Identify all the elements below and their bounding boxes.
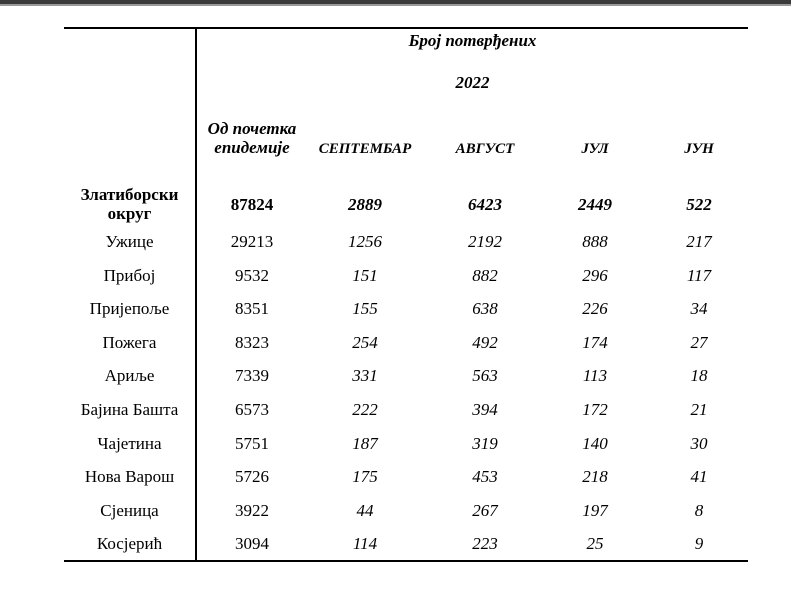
table-cell-july: 140 xyxy=(582,434,608,453)
table-cell-since-start: 5726 xyxy=(235,467,269,486)
table-row-label: Ариље xyxy=(104,366,155,385)
table-cell-since-start: 3094 xyxy=(235,534,269,553)
table-cell-september: 1256 xyxy=(348,232,382,251)
table-cell-since-start: 7339 xyxy=(235,366,269,385)
column-header-july: ЈУЛ xyxy=(581,141,609,157)
table-cell-september: 114 xyxy=(352,534,378,553)
table-cell-august: 638 xyxy=(472,299,498,318)
table-cell-july: 197 xyxy=(582,501,608,520)
table-cell-august: 882 xyxy=(472,266,498,285)
table-cell-july: 174 xyxy=(582,333,608,352)
table-cell-august: 267 xyxy=(472,501,498,520)
table-cell-since-start: 6573 xyxy=(235,400,269,419)
table-cell-september: 254 xyxy=(352,333,378,352)
total-july: 2449 xyxy=(578,195,612,214)
table-cell-june: 9 xyxy=(694,534,704,553)
table-cell-september: 175 xyxy=(352,467,378,486)
table-cell-june: 217 xyxy=(686,232,712,251)
table-cell-july: 25 xyxy=(586,534,604,553)
table-cell-july: 226 xyxy=(582,299,608,318)
table-row-label: Сјеница xyxy=(100,501,159,520)
table-cell-june: 21 xyxy=(690,400,708,419)
column-header-since-start: Од почетка епидемије xyxy=(207,119,297,157)
total-september: 2889 xyxy=(348,195,382,214)
table-cell-june: 34 xyxy=(690,299,708,318)
table-cell-august: 2192 xyxy=(468,232,502,251)
table-cell-since-start: 8323 xyxy=(235,333,269,352)
table-cell-august: 563 xyxy=(472,366,498,385)
table-row-label: Чајетина xyxy=(97,434,162,453)
table-cell-july: 218 xyxy=(582,467,608,486)
table-cell-since-start: 29213 xyxy=(230,232,274,251)
column-header-september: СЕПТЕМБАР xyxy=(318,141,412,157)
total-since-start: 87824 xyxy=(230,195,274,214)
total-june: 522 xyxy=(686,195,712,214)
table-cell-june: 8 xyxy=(694,501,704,520)
table-cell-august: 492 xyxy=(472,333,498,352)
table-cell-since-start: 8351 xyxy=(235,299,269,318)
table-cell-june: 117 xyxy=(686,266,712,285)
row-label-district-total: Златиборски округ xyxy=(80,185,179,223)
table-cell-september: 44 xyxy=(356,501,374,520)
column-header-august: АВГУСТ xyxy=(455,141,515,157)
table-cell-september: 331 xyxy=(352,366,378,385)
table-cell-june: 18 xyxy=(690,366,708,385)
table-cell-july: 888 xyxy=(582,232,608,251)
group-title: Број потврђених xyxy=(408,31,537,50)
table-cell-june: 30 xyxy=(690,434,708,453)
table-cell-since-start: 9532 xyxy=(235,266,269,285)
table-row-label: Косјерић xyxy=(96,534,163,553)
table-cell-august: 394 xyxy=(472,400,498,419)
table-cell-august: 319 xyxy=(472,434,498,453)
table-cell-august: 223 xyxy=(472,534,498,553)
table-bottom-rule xyxy=(64,560,748,562)
table-cell-september: 151 xyxy=(352,266,378,285)
table-cell-since-start: 3922 xyxy=(235,501,269,520)
table-cell-september: 222 xyxy=(352,400,378,419)
table-cell-june: 41 xyxy=(690,467,708,486)
table-cell-since-start: 5751 xyxy=(235,434,269,453)
table-row-label: Бајина Башта xyxy=(80,400,179,419)
table-row-label: Ужице xyxy=(105,232,154,251)
table-cell-july: 113 xyxy=(582,366,608,385)
table-row-label: Пријепоље xyxy=(89,299,170,318)
table-row-label: Пожега xyxy=(102,333,157,352)
table-row-label: Нова Варош xyxy=(84,467,175,486)
year-header: 2022 xyxy=(455,73,490,92)
table-top-rule xyxy=(64,27,748,29)
window-top-border-shadow xyxy=(0,4,791,6)
table-cell-june: 27 xyxy=(690,333,708,352)
total-august: 6423 xyxy=(468,195,502,214)
table-cell-july: 296 xyxy=(582,266,608,285)
table-cell-july: 172 xyxy=(582,400,608,419)
cases-table xyxy=(64,27,748,561)
table-cell-september: 187 xyxy=(352,434,378,453)
table-cell-august: 453 xyxy=(472,467,498,486)
table-row-label: Прибој xyxy=(103,266,156,285)
table-cell-september: 155 xyxy=(352,299,378,318)
table-label-divider xyxy=(195,27,197,562)
column-header-june: ЈУН xyxy=(684,141,714,157)
